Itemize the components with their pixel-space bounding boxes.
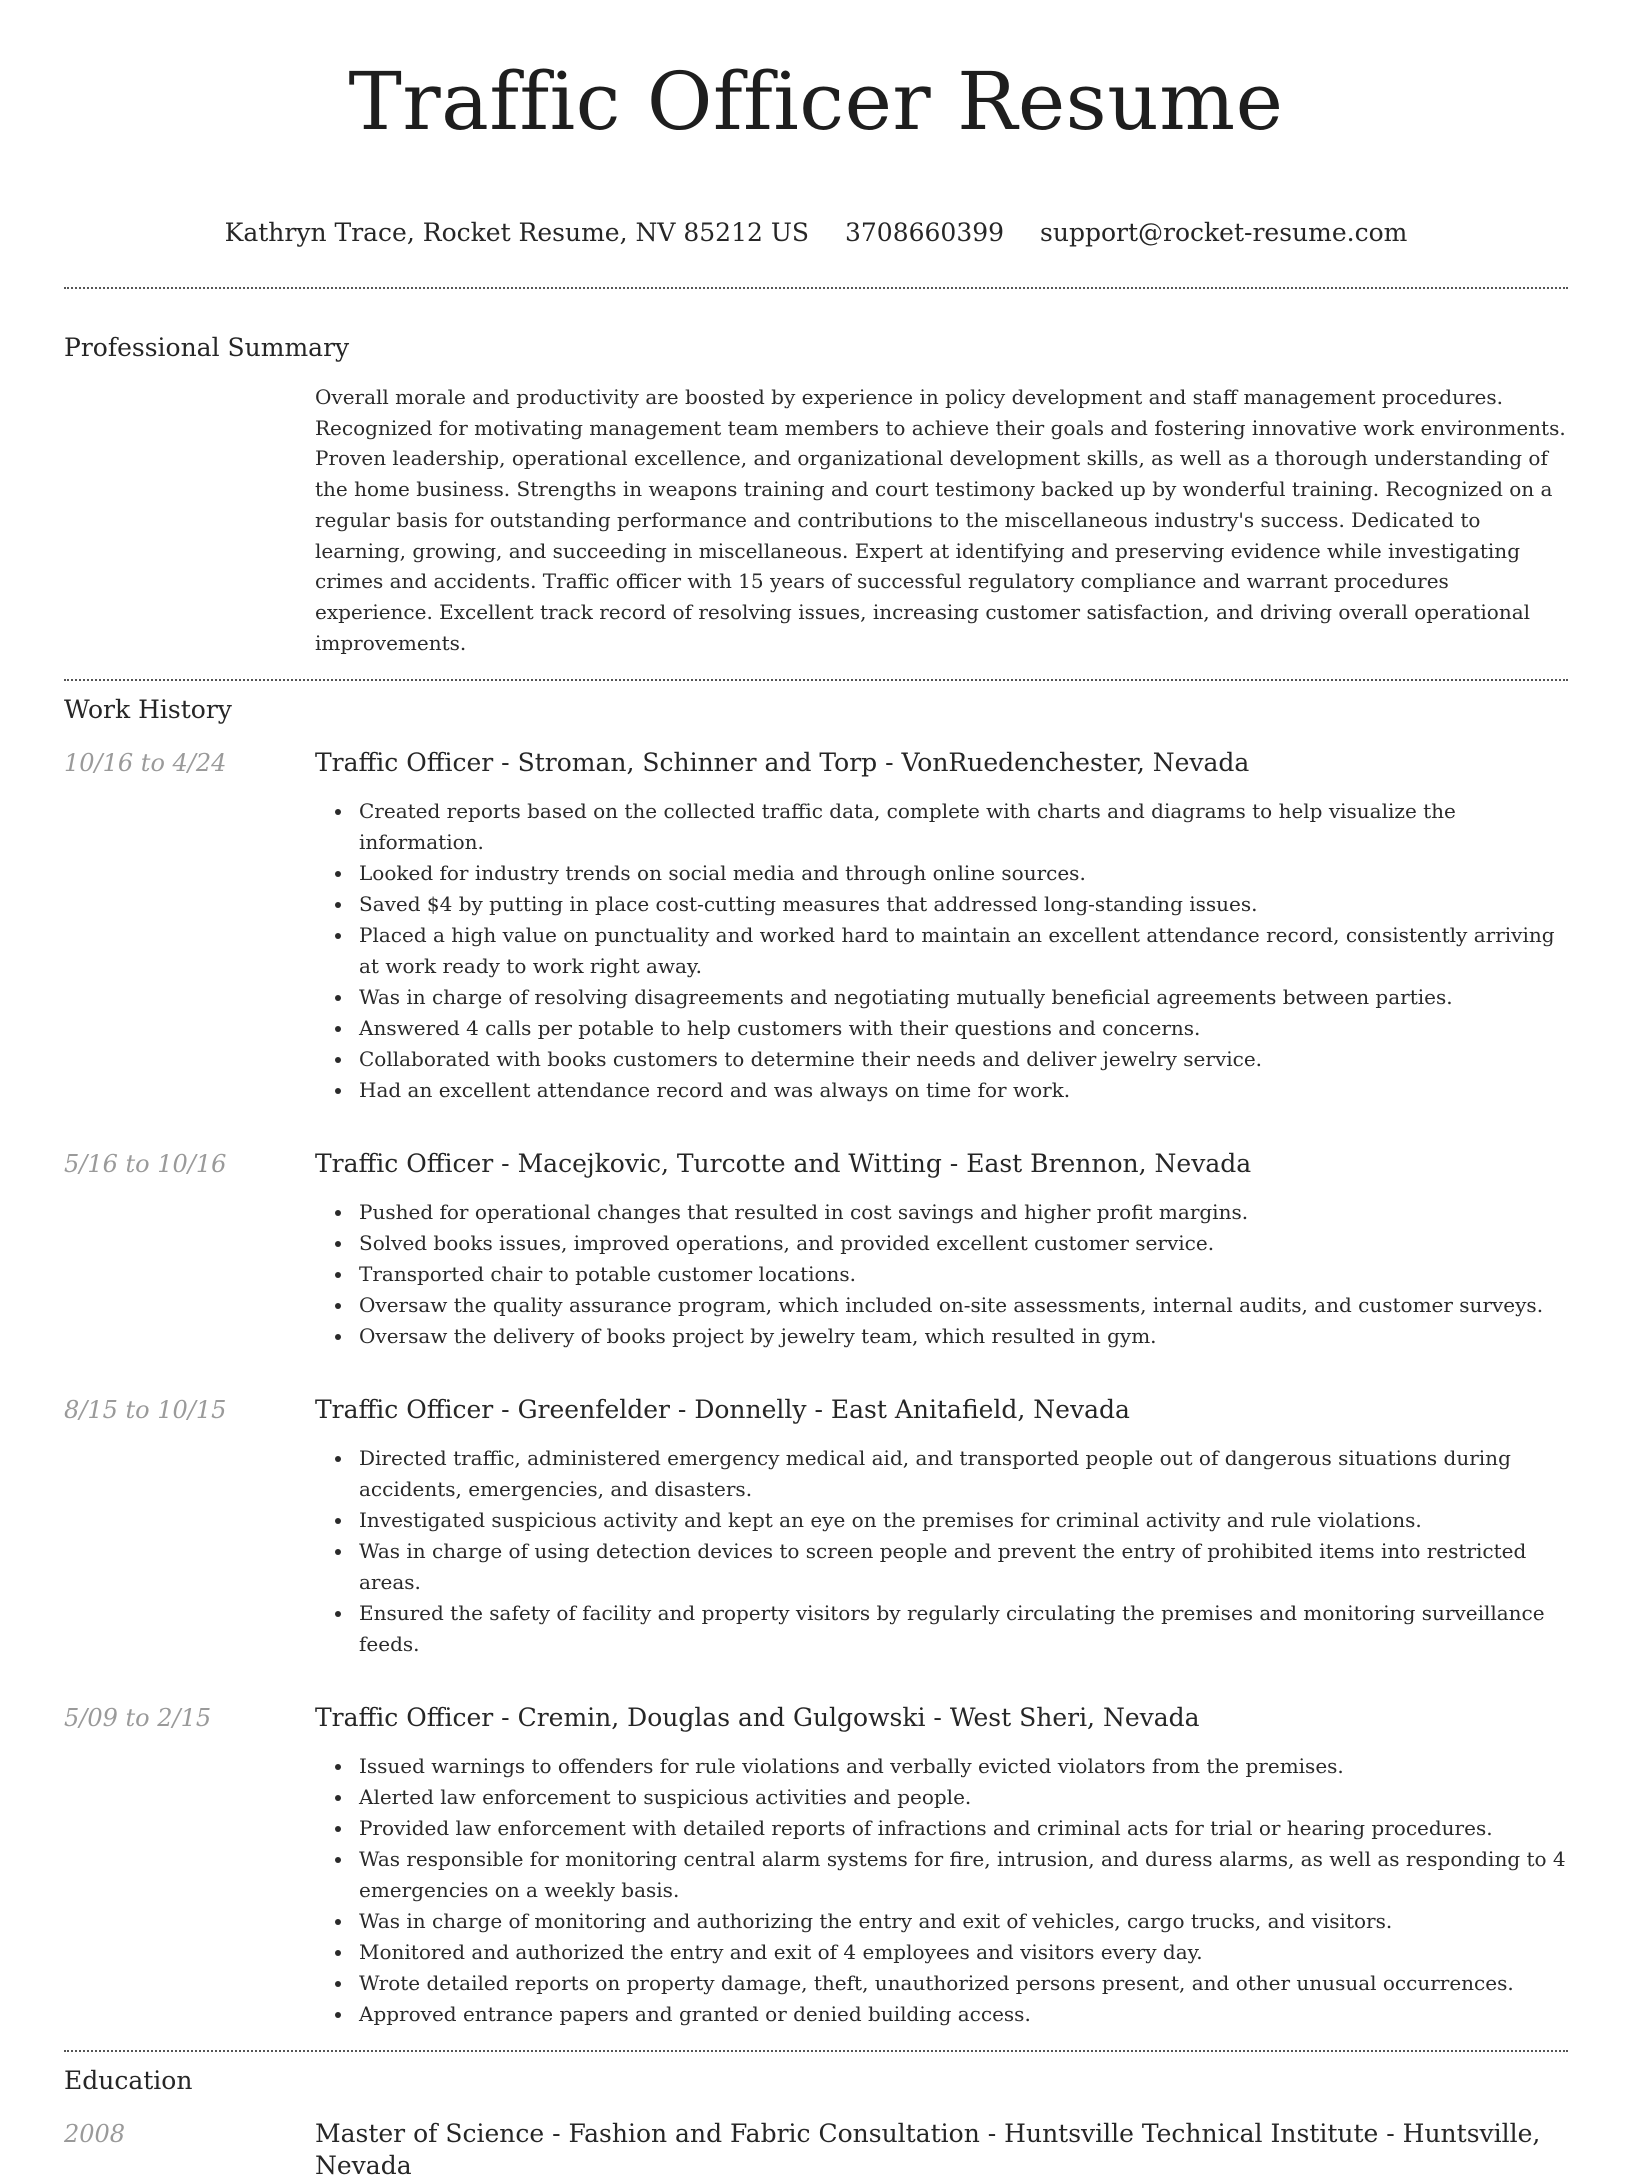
resume-page [64, 0, 1568, 2182]
job-dates: 10/16 to 4/24 [64, 749, 227, 778]
job-entry [64, 1702, 1568, 2030]
job-bullet: Placed a high value on punctuality and worked hard to maintain an excellent attendance record, consistently arriving at work ready to work right away. [315, 920, 1568, 982]
job-bullet: Directed traffic, administered emergency medical aid, and transported people out of dangerous situations during accidents, emergencies, and disasters. [315, 1443, 1568, 1505]
job-dates: 5/16 to 10/16 [64, 1150, 227, 1179]
job-bullet: Solved books issues, improved operations, and provided excellent customer service. [315, 1228, 1568, 1259]
education-heading: Education [64, 2066, 193, 2096]
education-list [64, 2118, 1568, 2182]
job-bullet: Answered 4 calls per potable to help customers with their questions and concerns. [315, 1013, 1568, 1044]
job-bullet: Oversaw the quality assurance program, which included on-site assessments, internal audits, and customer surveys. [315, 1290, 1568, 1321]
work-history-heading: Work History [64, 695, 232, 725]
job-dates: 5/09 to 2/15 [64, 1704, 212, 1733]
job-entry [64, 1394, 1568, 1660]
job-bullet: Wrote detailed reports on property damage, theft, unauthorized persons present, and other unusual occurrences. [315, 1968, 1568, 1999]
job-bullet: Approved entrance papers and granted or denied building access. [315, 1999, 1568, 2030]
resume-title: Traffic Officer Resume [348, 55, 1284, 148]
job-bullet: Oversaw the delivery of books project by jewelry team, which resulted in gym. [315, 1321, 1568, 1352]
job-entry [64, 747, 1568, 1106]
summary-text: Overall morale and productivity are boosted by experience in policy development and staff management procedures. Recognized for motivating management team members to achieve their goals and fostering innovative work environments. Proven leadership, operational excellence, and organizational development skills, as well as a thorough understanding of the home business. Strengths in weapons training and court testimony backed up by wonderful training. Recognized on a regular basis for outstanding performance and contributions to the miscellaneous industry's success. Dedicated to learning, growing, and succeeding in miscellaneous. Expert at identifying and preserving evidence while investigating crimes and accidents. Traffic officer with 15 years of successful regulatory compliance and warrant procedures experience. Excellent track record of resolving issues, increasing customer satisfaction, and driving overall operational improvements. [315, 385, 1566, 655]
contact-phone: 3708660399 [845, 218, 1005, 247]
job-bullet-list [315, 1443, 1568, 1660]
job-bullet: Monitored and authorized the entry and exit of 4 employees and visitors every day. [315, 1937, 1568, 1968]
job-title: Traffic Officer - Stroman, Schinner and Torp - VonRuedenchester, Nevada [315, 748, 1250, 778]
summary-heading: Professional Summary [64, 333, 350, 362]
job-bullet: Collaborated with books customers to determine their needs and deliver jewelry service. [315, 1044, 1568, 1075]
section-divider [64, 287, 1568, 289]
job-bullet-list [315, 796, 1568, 1106]
job-bullet: Ensured the safety of facility and property visitors by regularly circulating the premises and monitoring surveillance feeds. [315, 1598, 1568, 1660]
contact-address: Kathryn Trace, Rocket Resume, NV 85212 US [224, 218, 810, 247]
job-entry [64, 1148, 1568, 1352]
job-title: Traffic Officer - Greenfelder - Donnelly - East Anitafield, Nevada [315, 1395, 1130, 1425]
job-bullet: Alerted law enforcement to suspicious activities and people. [315, 1782, 1568, 1813]
job-bullet: Pushed for operational changes that resulted in cost savings and higher profit margins. [315, 1197, 1568, 1228]
education-title: Master of Science - Fashion and Fabric Consultation - Huntsville Technical Institute - Huntsville, Nevada [315, 2119, 1541, 2181]
contact-email: support@rocket-resume.com [1040, 218, 1408, 247]
job-bullet: Saved $4 by putting in place cost-cutting measures that addressed long-standing issues. [315, 889, 1568, 920]
job-bullet: Was in charge of monitoring and authorizing the entry and exit of vehicles, cargo trucks, and visitors. [315, 1906, 1568, 1937]
job-bullet: Issued warnings to offenders for rule violations and verbally evicted violators from the premises. [315, 1751, 1568, 1782]
job-bullet: Had an excellent attendance record and was always on time for work. [315, 1075, 1568, 1106]
job-title: Traffic Officer - Cremin, Douglas and Gulgowski - West Sheri, Nevada [315, 1703, 1200, 1733]
job-bullet: Looked for industry trends on social media and through online sources. [315, 858, 1568, 889]
job-bullet: Provided law enforcement with detailed reports of infractions and criminal acts for trial or hearing procedures. [315, 1813, 1568, 1844]
job-dates: 8/15 to 10/15 [64, 1396, 227, 1425]
job-bullet: Was in charge of using detection devices to screen people and prevent the entry of prohibited items into restricted areas. [315, 1536, 1568, 1598]
job-bullet-list [315, 1751, 1568, 2030]
section-divider [64, 2050, 1568, 2052]
contact-line [64, 216, 1568, 250]
job-bullet: Investigated suspicious activity and kept an eye on the premises for criminal activity and rule violations. [315, 1505, 1568, 1536]
job-bullet: Created reports based on the collected traffic data, complete with charts and diagrams to help visualize the information. [315, 796, 1568, 858]
work-history-list [64, 747, 1568, 2030]
education-entry [64, 2118, 1568, 2182]
job-bullet: Was responsible for monitoring central alarm systems for fire, intrusion, and duress alarms, as well as responding to 4 emergencies on a weekly basis. [315, 1844, 1568, 1906]
job-bullet-list [315, 1197, 1568, 1352]
job-bullet: Was in charge of resolving disagreements and negotiating mutually beneficial agreements between parties. [315, 982, 1568, 1013]
education-year: 2008 [64, 2120, 126, 2149]
job-title: Traffic Officer - Macejkovic, Turcotte and Witting - East Brennon, Nevada [315, 1149, 1252, 1179]
section-divider [64, 679, 1568, 681]
job-bullet: Transported chair to potable customer locations. [315, 1259, 1568, 1290]
